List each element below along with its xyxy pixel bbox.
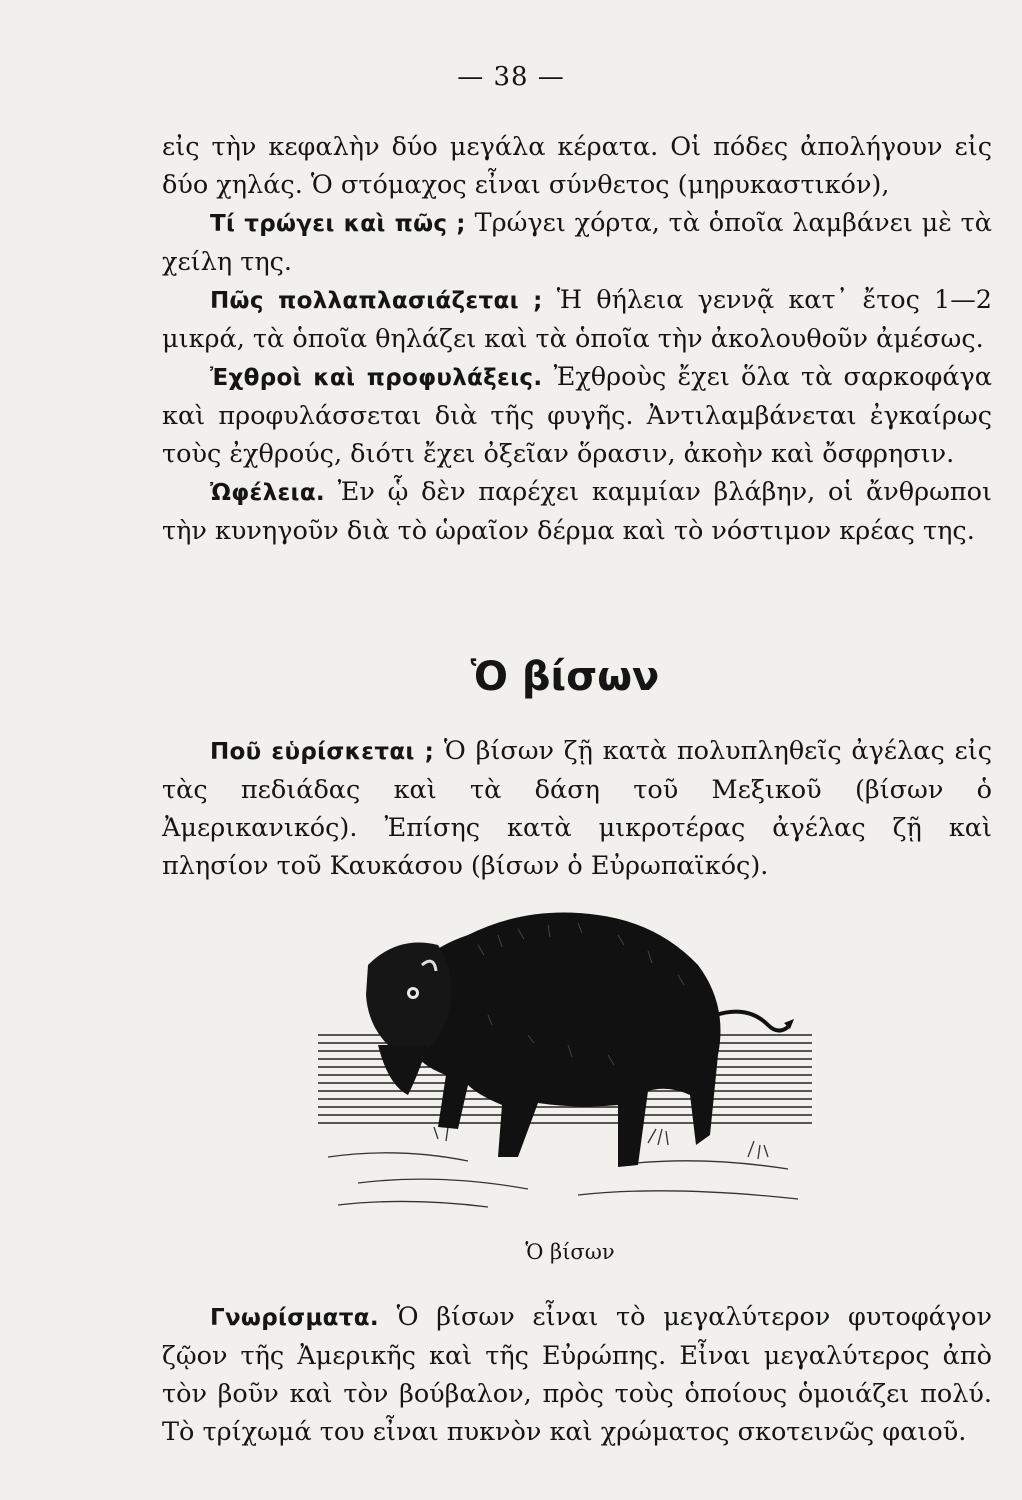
paragraph-horns xyxy=(162,128,992,204)
figure-caption: Ὁ βίσων xyxy=(525,1240,615,1264)
question-breeding: Πῶς πολλαπλασιάζεται ; xyxy=(210,288,543,314)
answer-enemies: Ἐχθροὺς ἔχει ὅλα τὰ σαρκοφάγα καὶ προφυλάσσεται διὰ τῆς φυγῆς. Ἀντιλαμβάνεται ἐγκαίρως τοὺς ἐχθρούς, διότι ἔχει ὀξεῖαν ὅρασιν, ἀκοὴν καὶ ὄσφρησιν. xyxy=(162,362,992,469)
text-block-features xyxy=(162,1298,992,1451)
answer-eating: Τρώγει χόρτα, τὰ ὁποῖα λαμβάνει μὲ τὰ χείλη της. xyxy=(162,208,992,277)
bison-illustration xyxy=(318,895,812,1215)
paragraph-features xyxy=(162,1298,992,1451)
text-block-intro xyxy=(162,128,992,550)
answer-benefit: Ἐν ᾧ δὲν παρέχει καμμίαν βλάβην, οἱ ἄνθρωποι τὴν κυνηγοῦν διὰ τὸ ὡραῖον δέρμα καὶ τὸ νόστιμον κρέας της. xyxy=(162,477,992,546)
paragraph-habitat xyxy=(162,732,992,885)
answer-habitat: Ὁ βίσων ζῇ κατὰ πολυπληθεῖς ἀγέλας εἰς τὰς πεδιάδας καὶ τὰ δάση τοῦ Μεξικοῦ (βίσων ὁ Ἀμερικανικός). Ἐπίσης κατὰ μικροτέρας ἀγέλας ζῇ καὶ πλησίον τοῦ Καυκάσου (βίσων ὁ Εὐρωπαϊκός). xyxy=(162,736,992,881)
paragraph-breeding xyxy=(162,281,992,358)
question-features: Γνωρίσματα. xyxy=(210,1305,379,1331)
page-number: — 38 — xyxy=(457,62,565,92)
paragraph-horns-text: εἰς τὴν κεφαλὴν δύο μεγάλα κέρατα. Οἱ πόδες ἀπολήγουν εἰς δύο χηλάς. Ὁ στόμαχος εἶναι σύνθετος (μηρυκαστικόν), xyxy=(162,132,992,200)
bison-engraving-icon xyxy=(318,895,812,1215)
text-block-habitat xyxy=(162,732,992,885)
question-eating: Τί τρώγει καὶ πῶς ; xyxy=(210,211,466,237)
paragraph-benefit xyxy=(162,473,992,550)
question-enemies: Ἐχθροὶ καὶ προφυλάξεις. xyxy=(210,365,543,391)
answer-breeding: Ἡ θήλεια γεννᾷ κατ᾽ ἔτος 1—2 μικρά, τὰ ὁποῖα θηλάζει καὶ τὰ ὁποῖα τὴν ἀκολουθοῦν ἀμέσως. xyxy=(162,285,992,354)
question-habitat: Ποῦ εὑρίσκεται ; xyxy=(210,739,435,765)
paragraph-eating xyxy=(162,204,992,281)
question-benefit: Ὠφέλεια. xyxy=(210,480,325,506)
answer-features: Ὁ βίσων εἶναι τὸ μεγαλύτερον φυτοφάγον ζῷον τῆς Ἀμερικῆς καὶ τῆς Εὐρώπης. Εἶναι μεγαλύτερος ἀπὸ τὸν βοῦν καὶ τὸν βούβαλον, πρὸς τοὺς ὁποίους ὁμοιάζει πολύ. Τὸ τρίχωμά του εἶναι πυκνὸν καὶ χρώματος σκοτεινῶς φαιοῦ. xyxy=(162,1302,992,1447)
section-title: Ὁ βίσων xyxy=(470,654,660,700)
paragraph-enemies xyxy=(162,358,992,473)
